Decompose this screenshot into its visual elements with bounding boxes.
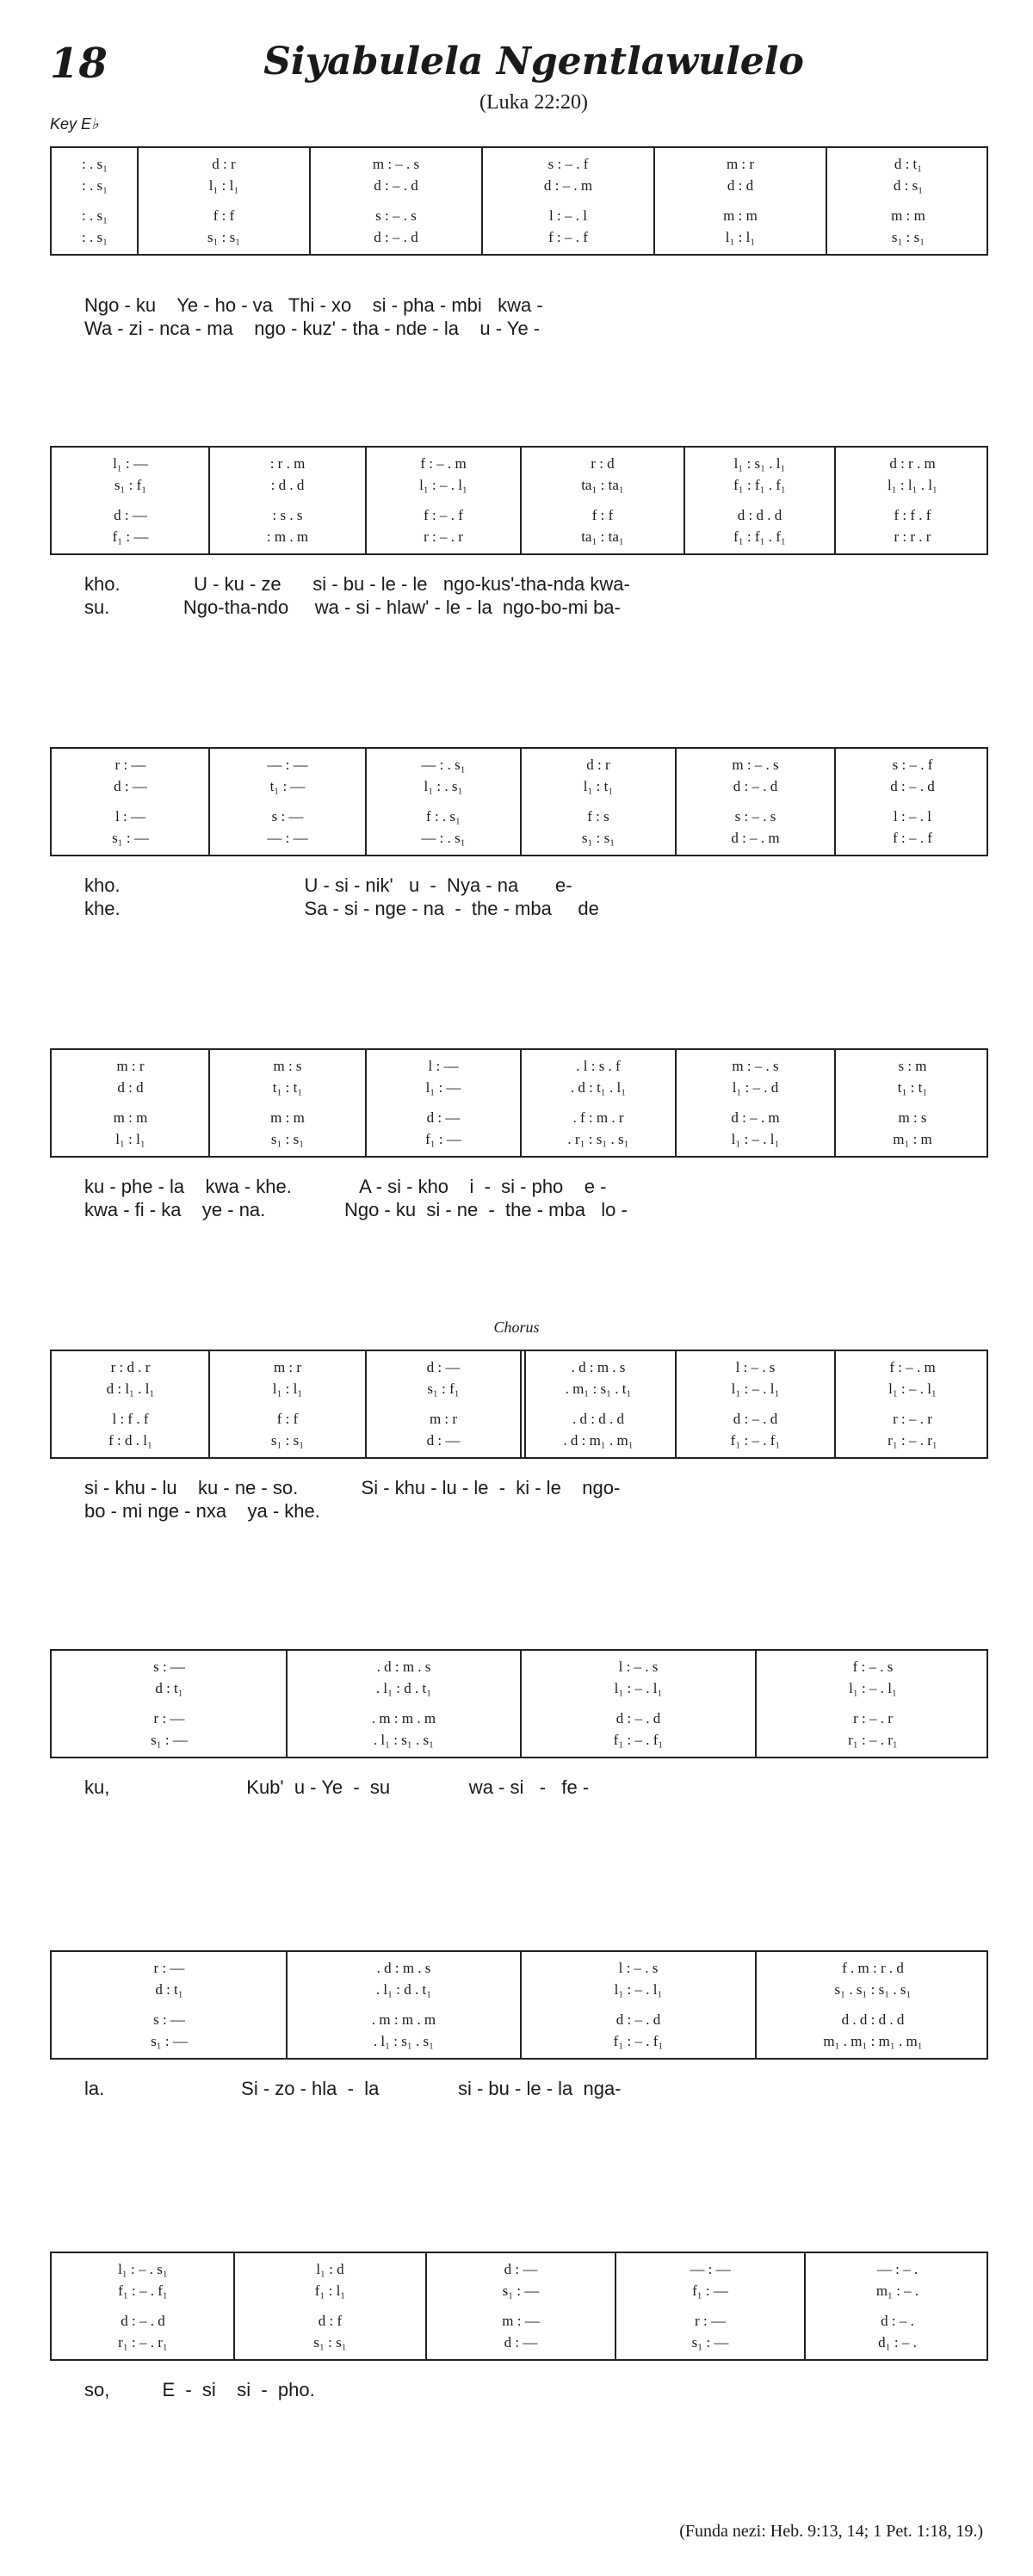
measure-cell: d : d . d <box>737 507 782 523</box>
measure-cell: s : — <box>153 2011 185 2028</box>
lyric-line: bo - mi nge - nxa ya - khe. <box>84 1500 320 1522</box>
measure-cell: : . s₁ <box>81 177 108 194</box>
measure-cell: . l₁ : d . t₁ <box>375 1981 432 1998</box>
measure-cell: d : – . d <box>374 229 418 245</box>
measure-cell: . f : m . r <box>572 1109 624 1126</box>
voice-row <box>52 1731 987 1750</box>
measure-cell: . l : s . f <box>576 1058 621 1074</box>
measure-cell: l₁ : l₁ . l₁ <box>888 477 937 493</box>
measure-cell: : d . d <box>270 477 305 493</box>
measure-cell: m₁ : m <box>893 1131 932 1147</box>
measure-cell: r : — <box>695 2313 726 2329</box>
measure-cell: s₁ : — <box>151 1732 188 1748</box>
measure-cell: l₁ : – . s₁ <box>118 2261 168 2277</box>
measure-cell: s : — <box>153 1659 185 1675</box>
measure-cell: m : – . s <box>372 156 420 172</box>
measure-cell: f₁ : f₁ . f₁ <box>733 528 786 545</box>
measure-cell: l₁ : – . l₁ <box>849 1680 897 1696</box>
measure-cell: l : – . l <box>894 808 931 825</box>
measure-cell: — : – . <box>876 2261 919 2277</box>
measure-cell: d : f <box>318 2313 343 2329</box>
measure-cell: f₁ : f₁ . f₁ <box>733 477 786 493</box>
measure-cell: l : — <box>428 1058 459 1074</box>
measure-cell: r : — <box>114 757 146 773</box>
measure-cell: . r₁ : s₁ . s₁ <box>567 1131 629 1147</box>
music-system <box>50 1649 988 1758</box>
measure-cell: f : – . m <box>420 455 467 472</box>
music-system <box>50 1048 988 1158</box>
measure-cell: t₁ : t₁ <box>272 1079 303 1096</box>
measure-cell: d : s₁ <box>893 177 924 194</box>
lyric-line: ku - phe - la kwa - khe. A - si - kho i - si - pho e - <box>84 1176 607 1197</box>
measure-cell: d : d <box>727 177 754 194</box>
measure-cell: : r . m <box>269 455 306 472</box>
music-system <box>50 146 988 256</box>
measure-cell: m : – . s <box>732 1058 779 1074</box>
voice-row <box>52 207 987 225</box>
measure-cell: . d : t₁ . l₁ <box>570 1079 627 1096</box>
measure-cell: l₁ : s₁ . l₁ <box>733 455 786 472</box>
measure-cell: s : m <box>898 1058 927 1074</box>
measure-cell: d : — <box>426 1109 461 1126</box>
voice-row <box>52 1130 987 1149</box>
voice-row <box>52 1980 987 1999</box>
measure-cell: ta₁ : ta₁ <box>581 528 624 545</box>
measure-cell: ta₁ : ta₁ <box>581 477 624 493</box>
measure-cell: d : – . d <box>121 2313 165 2329</box>
measure-cell: d : — <box>504 2334 538 2351</box>
music-system <box>50 1950 988 2060</box>
measure-cell: . d : m . s <box>376 1659 431 1675</box>
measure-cell: s₁ : s₁ <box>270 1432 305 1449</box>
voice-row <box>52 476 987 495</box>
voice-row <box>52 807 987 826</box>
voice-row <box>52 2260 987 2279</box>
measure-cell: r₁ : – . r₁ <box>848 1732 898 1748</box>
measure-cell: f : – . s <box>852 1659 894 1675</box>
measure-cell: f₁ : – . f₁ <box>613 2033 664 2049</box>
measure-cell: l₁ : — <box>113 455 148 472</box>
measure-cell: d : – . m <box>543 177 593 194</box>
measure-cell: . d : m . s <box>376 1960 431 1976</box>
voice-row <box>52 454 987 473</box>
measure-cell: s₁ : s₁ <box>891 229 925 245</box>
voice-row <box>52 2333 987 2352</box>
measure-cell: — : — <box>267 830 308 846</box>
measure-cell: l₁ : l₁ <box>208 177 239 194</box>
voice-row <box>52 528 987 547</box>
measure-cell: f : d . l₁ <box>108 1432 152 1449</box>
voice-row <box>52 756 987 775</box>
voice-row <box>52 1410 987 1429</box>
measure-cell: f₁ : – . f₁ <box>613 1732 664 1748</box>
voice-row <box>52 777 987 796</box>
voice-row <box>52 829 987 848</box>
measure-cell: f₁ : – . f₁ <box>118 2283 168 2299</box>
measure-cell: . d : m . s <box>571 1359 626 1375</box>
measure-cell: s : – . s <box>734 808 776 825</box>
measure-cell: — : . s₁ <box>421 757 466 773</box>
measure-cell: l₁ : l₁ <box>725 229 756 245</box>
measure-cell: l₁ : – . l₁ <box>731 1381 780 1397</box>
measure-cell: d : d <box>117 1079 144 1096</box>
measure-cell: r : – . r <box>893 1411 932 1427</box>
measure-cell: d : t₁ <box>155 1981 183 1998</box>
measure-cell: s₁ : s₁ <box>313 2334 347 2351</box>
measure-cell: s₁ : s₁ <box>270 1131 305 1147</box>
voice-row <box>52 1380 987 1399</box>
voice-row <box>52 1679 987 1698</box>
measure-cell: . m₁ : s₁ . t₁ <box>565 1381 632 1397</box>
measure-cell: r : – . r <box>853 1710 893 1727</box>
voice-row <box>52 1057 987 1076</box>
measure-cell: m : m <box>270 1109 305 1126</box>
measure-cell: l₁ : – . l₁ <box>614 1981 663 1998</box>
measure-cell: d : t₁ <box>155 1680 183 1696</box>
measure-cell: s₁ : f₁ <box>114 477 147 493</box>
key-signature: Key E♭ <box>50 115 99 133</box>
measure-cell: s₁ : s₁ <box>581 830 615 846</box>
measure-cell: d : – . d <box>890 778 935 794</box>
measure-cell: s : — <box>271 808 304 825</box>
measure-cell: r : — <box>153 1710 185 1727</box>
measure-cell: f₁ : — <box>692 2283 728 2299</box>
measure-cell: — : — <box>690 2261 731 2277</box>
measure-cell: d : – . d <box>615 2011 661 2028</box>
measure-cell: l₁ : l₁ <box>272 1381 303 1397</box>
measure-cell: f₁ : — <box>112 528 149 545</box>
measure-cell: d : – . d <box>733 778 778 794</box>
measure-cell: . l₁ : s₁ . s₁ <box>373 2033 435 2049</box>
measure-cell: d : — <box>426 1359 461 1375</box>
chorus-label: Chorus <box>493 1319 540 1336</box>
measure-cell: s₁ : s₁ <box>207 229 241 245</box>
voice-row <box>52 1431 987 1450</box>
measure-cell: f . m : r . d <box>842 1960 904 1976</box>
measure-cell: l₁ : – . l₁ <box>419 477 467 493</box>
measure-cell: . l₁ : d . t₁ <box>375 1680 432 1696</box>
measure-cell: m : r <box>273 1359 302 1375</box>
measure-cell: m : r <box>726 156 755 172</box>
measure-cell: l₁ : t₁ <box>583 778 614 794</box>
measure-cell: s₁ : — <box>151 2033 188 2049</box>
scripture-reference: (Luka 22:20) <box>479 91 588 114</box>
voice-row <box>52 2312 987 2331</box>
measure-cell: s₁ : — <box>112 830 149 846</box>
measure-cell: s : – . s <box>375 207 417 224</box>
measure-cell: s : – . f <box>892 757 933 773</box>
measure-cell: . l₁ : s₁ . s₁ <box>373 1732 435 1748</box>
measure-cell: : m . m <box>266 528 309 545</box>
measure-cell: f : f <box>213 207 235 224</box>
measure-cell: d : – . m <box>731 1109 780 1126</box>
measure-cell: l₁ : — <box>425 1079 461 1096</box>
measure-cell: d : — <box>114 507 147 523</box>
voice-row <box>52 1959 987 1978</box>
measure-cell: r : — <box>153 1960 185 1976</box>
measure-cell: f : f <box>591 507 614 523</box>
voice-row <box>52 506 987 525</box>
measure-cell: t₁ : t₁ <box>897 1079 928 1096</box>
measure-cell: s₁ : f₁ <box>427 1381 460 1397</box>
measure-cell: d : t₁ <box>894 156 923 172</box>
measure-cell: f₁ : – . f₁ <box>730 1432 781 1449</box>
voice-row <box>52 1078 987 1097</box>
measure-cell: d : – . d <box>615 1710 661 1727</box>
measure-cell: l : – . l <box>549 207 587 224</box>
measure-cell: s₁ : — <box>691 2334 729 2351</box>
measure-cell: m : r <box>429 1411 458 1427</box>
voice-row <box>52 1709 987 1728</box>
lyric-line: Wa - zi - nca - ma ngo - kuz' - tha - nde - la u - Ye - <box>84 318 541 339</box>
measure-cell: m : s <box>898 1109 927 1126</box>
music-system <box>50 446 988 555</box>
measure-cell: m : — <box>502 2313 540 2329</box>
measure-cell: d : r <box>212 156 236 172</box>
voice-row <box>52 1358 987 1377</box>
measure-cell: d : – . <box>881 2313 914 2329</box>
measure-cell: r : d . r <box>110 1359 151 1375</box>
measure-cell: l : – . s <box>735 1359 776 1375</box>
lyric-line: ku, Kub' u - Ye - su wa - si - fe - <box>84 1776 590 1798</box>
measure-cell: d₁ : – . <box>878 2334 917 2351</box>
measure-cell: l₁ : – . l₁ <box>888 1381 937 1397</box>
measure-cell: s₁ . s₁ : s₁ . s₁ <box>834 1981 912 1998</box>
hymn-title: Siyabulela Ngentlawulelo <box>263 40 804 83</box>
measure-cell: d : — <box>114 778 147 794</box>
measure-cell: . m : m . m <box>371 2011 436 2028</box>
measure-cell: f₁ : — <box>425 1131 461 1147</box>
measure-cell: f : s <box>587 808 609 825</box>
lyric-line: kho. U - si - nik' u - Nya - na e- <box>84 874 572 896</box>
lyric-line: kwa - fi - ka ye - na. Ngo - ku si - ne - the - mba lo - <box>84 1199 628 1220</box>
lyric-line: khe. Sa - si - nge - na - the - mba de <box>84 898 599 919</box>
voice-row <box>52 1109 987 1127</box>
voice-row <box>52 228 987 247</box>
measure-cell: r : d <box>591 455 615 472</box>
measure-cell: s₁ : — <box>502 2283 540 2299</box>
lyric-line: so, E - si si - pho. <box>84 2379 315 2400</box>
measure-cell: : . s₁ <box>81 229 108 245</box>
measure-cell: r : – . r <box>424 528 463 545</box>
measure-cell: t₁ : — <box>269 778 306 794</box>
measure-cell: d : – . m <box>731 830 780 846</box>
measure-cell: l₁ : – . l₁ <box>614 1680 663 1696</box>
measure-cell: f : . s₁ <box>426 808 461 825</box>
measure-cell: d : — <box>426 1432 461 1449</box>
measure-cell: f : – . f <box>548 229 588 245</box>
measure-cell: f : – . f <box>893 830 932 846</box>
lyric-line: su. Ngo-tha-ndo wa - si - hlaw' - le - la ngo-bo-mi ba- <box>84 596 621 618</box>
measure-cell: s : – . f <box>547 156 589 172</box>
measure-cell: d : r . m <box>889 455 936 472</box>
voice-row <box>52 2011 987 2029</box>
hymn-number: 18 <box>50 40 108 88</box>
measure-cell: d : r <box>586 757 610 773</box>
measure-cell: r₁ : – . r₁ <box>888 1432 937 1449</box>
lyric-line: la. Si - zo - hla - la si - bu - le - la nga- <box>84 2078 622 2099</box>
lyric-line: si - khu - lu ku - ne - so. Si - khu - lu - le - ki - le ngo- <box>84 1477 621 1498</box>
measure-cell: m : s <box>273 1058 302 1074</box>
measure-cell: — : . s₁ <box>421 830 466 846</box>
music-system <box>50 2252 988 2361</box>
voice-row <box>52 1658 987 1677</box>
measure-cell: d : l₁ . l₁ <box>106 1381 155 1397</box>
voice-row <box>52 2032 987 2051</box>
measure-cell: d : — <box>504 2261 538 2277</box>
measure-cell: d : – . d <box>733 1411 778 1427</box>
measure-cell: — : — <box>267 757 308 773</box>
measure-cell: l : – . s <box>618 1960 659 1976</box>
voice-row <box>52 176 987 195</box>
measure-cell: m₁ : – . <box>875 2283 919 2299</box>
measure-cell: f : – . f <box>424 507 463 523</box>
measure-cell: m : m <box>723 207 758 224</box>
measure-cell: f : – . m <box>889 1359 936 1375</box>
measure-cell: l₁ : . s₁ <box>424 778 463 794</box>
measure-cell: : . s₁ <box>81 207 108 224</box>
measure-cell: l : — <box>115 808 145 825</box>
measure-cell: r₁ : – . r₁ <box>118 2334 168 2351</box>
measure-cell: m₁ . m₁ : m₁ . m₁ <box>823 2033 923 2049</box>
measure-cell: r : r . r <box>894 528 931 545</box>
footer-reference: (Funda nezi: Heb. 9:13, 14; 1 Pet. 1:18, 19.) <box>679 2522 983 2541</box>
measure-cell: l : – . s <box>618 1659 659 1675</box>
measure-cell: f : f <box>276 1411 299 1427</box>
lyric-line: kho. U - ku - ze si - bu - le - le ngo-kus'-tha-nda kwa- <box>84 573 630 595</box>
measure-cell: l : f . f <box>112 1411 149 1427</box>
music-system <box>50 747 988 856</box>
measure-cell: l₁ : d <box>316 2261 344 2277</box>
lyric-line: Ngo - ku Ye - ho - va Thi - xo si - pha - mbi kwa - <box>84 294 543 316</box>
voice-row <box>52 2282 987 2301</box>
measure-cell: m : r <box>116 1058 145 1074</box>
measure-cell: l₁ : l₁ <box>115 1131 145 1147</box>
music-system <box>50 1350 988 1459</box>
measure-cell: : . s₁ <box>81 156 108 172</box>
measure-cell: d . d : d . d <box>841 2011 905 2028</box>
measure-cell: m : m <box>113 1109 148 1126</box>
measure-cell: m : – . s <box>732 757 779 773</box>
measure-cell: . m : m . m <box>371 1710 436 1727</box>
measure-cell: . d : d . d <box>572 1411 624 1427</box>
measure-cell: m : m <box>891 207 925 224</box>
measure-cell: l₁ : – . l₁ <box>731 1131 780 1147</box>
measure-cell: : s . s <box>272 507 303 523</box>
measure-cell: f : f . f <box>894 507 931 523</box>
voice-row <box>52 155 987 174</box>
measure-cell: l₁ : – . d <box>732 1079 779 1096</box>
measure-cell: . d : m₁ . m₁ <box>563 1432 634 1449</box>
measure-cell: d : – . d <box>374 177 418 194</box>
measure-cell: f₁ : l₁ <box>314 2283 346 2299</box>
